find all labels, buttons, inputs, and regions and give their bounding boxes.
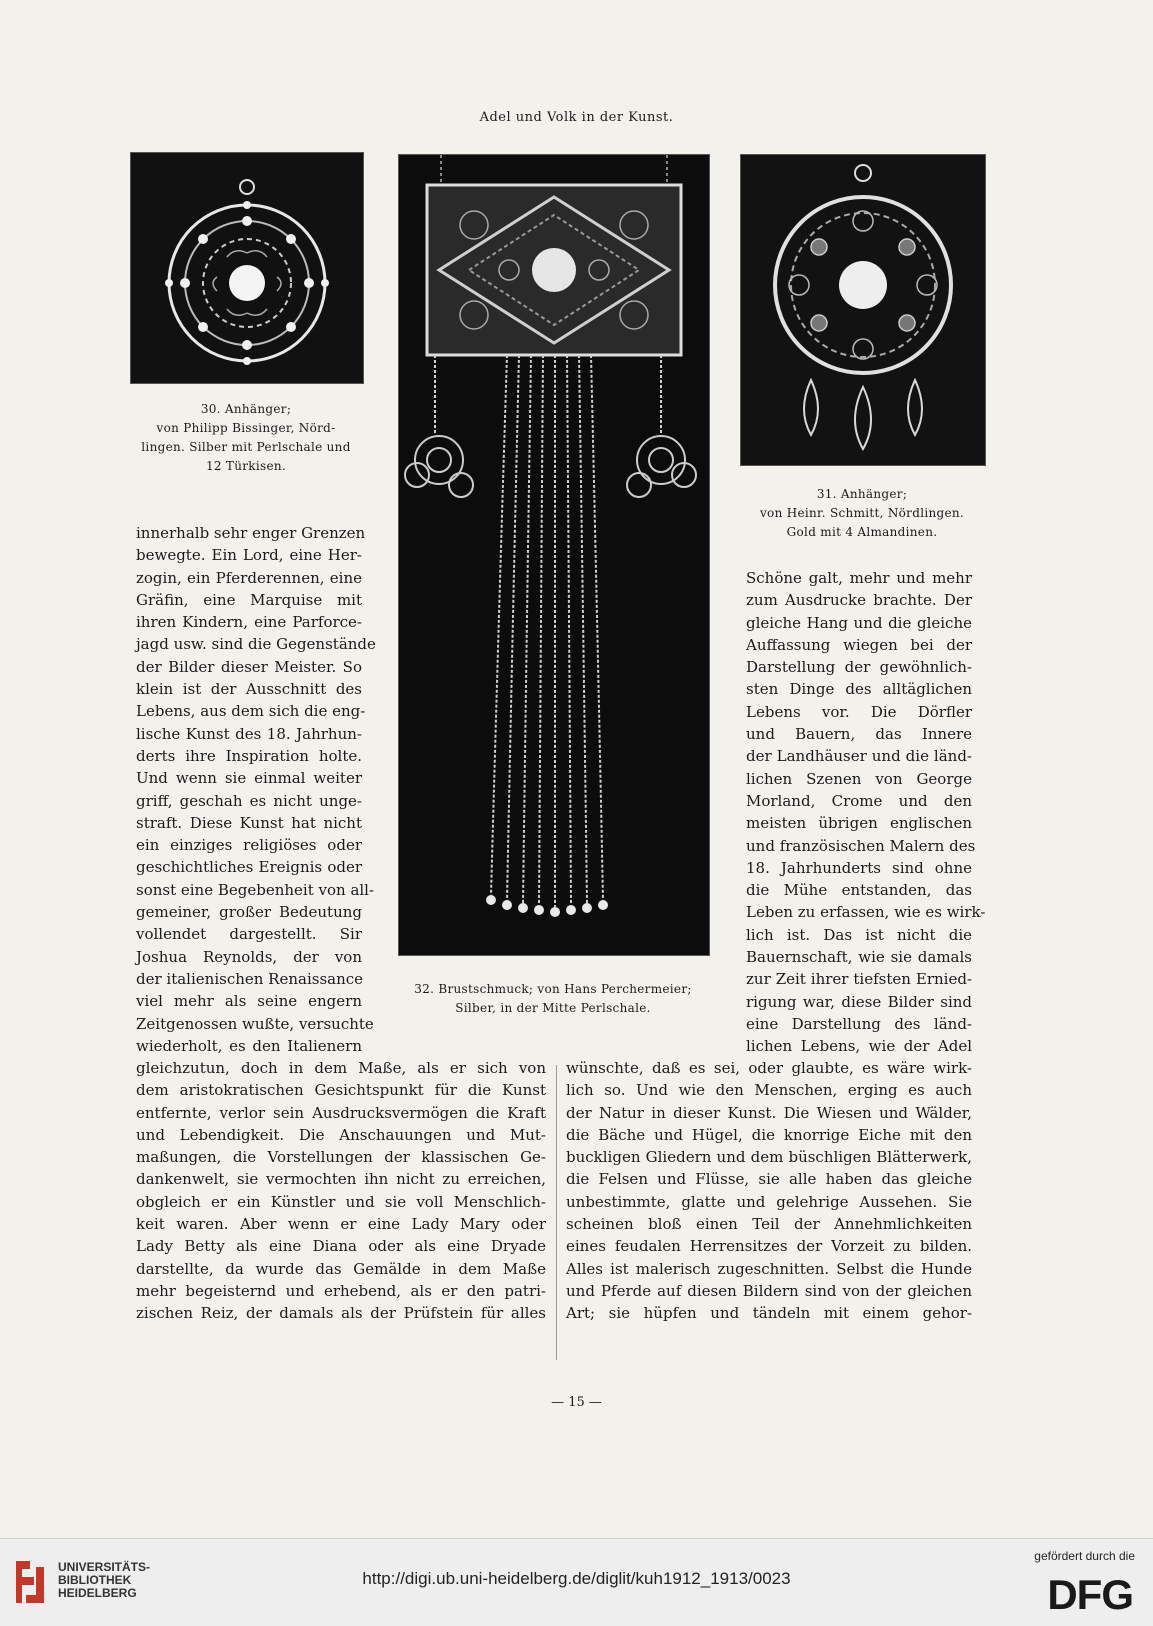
- text-line: sonst eine Begebenheit von all-: [136, 880, 375, 899]
- caption-line: von Heinr. Schmitt, Nördlingen.: [759, 506, 965, 520]
- text-line: der Bilder dieser Meister. So: [136, 657, 362, 676]
- text-line: unbestimmte, glatte und gelehrige Aussehen. Sie: [566, 1192, 972, 1211]
- left-wide-column: [136, 1057, 546, 1325]
- running-head: Adel und Volk in der Kunst.: [479, 110, 674, 125]
- text-line: Morland, Crome und den: [746, 791, 972, 810]
- text-line: dankenwelt, sie vermochten ihn nicht zu erreichen,: [136, 1170, 546, 1189]
- text-line: Auffassung wiegen bei der: [746, 635, 972, 654]
- text-line: 18. Jahrhunderts sind ohne: [746, 858, 972, 877]
- text-line: innerhalb sehr enger Grenzen: [136, 524, 366, 542]
- library-name-line: HEIDELBERG: [58, 1586, 137, 1600]
- funded-by-label: gefördert durch die: [1034, 1549, 1135, 1563]
- permalink-url[interactable]: http://digi.ub.uni-heidelberg.de/diglit/kuh1912_1913/0023: [362, 1569, 791, 1588]
- text-line: viel mehr als seine engern: [136, 992, 362, 1011]
- text-line: jagd usw. sind die Gegenstände: [136, 635, 376, 654]
- caption-line: 12 Türkisen.: [205, 459, 287, 473]
- text-line: ein einziges religiöses oder: [136, 836, 362, 855]
- text-line: Lebens, aus dem sich die eng-: [136, 702, 366, 721]
- text-line: derts ihre Inspiration holte.: [136, 746, 362, 765]
- text-line: Lebens vor. Die Dörfler: [746, 702, 972, 721]
- text-line: Bauernschaft, wie sie damals: [746, 948, 972, 967]
- text-line: Lady Betty als eine Diana oder als eine Dryade: [136, 1237, 546, 1256]
- text-line: und Lebendigkeit. Die Anschauungen und Mut-: [136, 1125, 546, 1144]
- text-line: maßungen, die Vorstellungen der klassischen Ge-: [136, 1148, 546, 1167]
- library-name-line: BIBLIOTHEK: [58, 1573, 132, 1587]
- text-line: Joshua Reynolds, der von: [136, 947, 362, 966]
- text-line: rigung war, diese Bilder sind: [746, 992, 972, 1011]
- figure-31-image: [740, 154, 986, 466]
- caption-line: 30. Anhänger;: [200, 402, 292, 416]
- text-line: Leben zu erfassen, wie es wirk-: [746, 903, 986, 922]
- text-line: griff, geschah es nicht unge-: [136, 791, 362, 810]
- figure-32-image: [398, 154, 710, 956]
- text-line: wünschte, daß es sei, oder glaubte, es wäre wirk-: [566, 1059, 972, 1077]
- text-line: scheinen bloß einen Teil der Annehmlichkeiten: [566, 1215, 972, 1234]
- text-line: darstellte, da wurde das Gemälde in dem Maße: [136, 1259, 546, 1278]
- text-line: zogin, ein Pferderennen, eine: [136, 568, 362, 587]
- left-narrow-column: [136, 522, 376, 1057]
- text-line: vollendet dargestellt. Sir: [136, 925, 362, 944]
- text-line: dem aristokratischen Gesichtspunkt für die Kunst: [136, 1081, 546, 1100]
- text-line: gemeiner, großer Bedeutung: [136, 903, 362, 922]
- text-line: lich ist. Das ist nicht die: [746, 925, 972, 944]
- dfg-logo[interactable]: DFG: [1047, 1571, 1133, 1618]
- text-line: wiederholt, es den Italienern: [136, 1036, 362, 1055]
- caption-line: 31. Anhänger;: [816, 487, 908, 501]
- text-line: Art; sie hüpfen und tändeln mit einem gehor-: [566, 1304, 972, 1323]
- text-line: und französischen Malern des: [746, 836, 976, 855]
- text-line: lich so. Und wie den Menschen, erging es auch: [566, 1081, 972, 1100]
- column-divider: [556, 1065, 557, 1360]
- right-narrow-column: [746, 567, 986, 1058]
- caption-line: Silber, in der Mitte Perlschale.: [455, 1001, 651, 1015]
- digitization-footer: [0, 1538, 1153, 1626]
- text-line: die Felsen und Flüsse, sie alle haben das gleiche: [566, 1170, 972, 1189]
- right-wide-column: [566, 1057, 972, 1325]
- text-line: zur Zeit ihrer tiefsten Ernied-: [746, 970, 972, 989]
- figure-30-image: [130, 152, 364, 384]
- figure-31-caption: [730, 485, 994, 542]
- text-line: buckligen Gliedern und dem büschligen Blätterwerk,: [566, 1148, 972, 1167]
- text-line: mehr begeisternd und erhebend, als er den patri-: [136, 1281, 546, 1300]
- text-line: Darstellung der gewöhnlich-: [746, 658, 972, 677]
- text-line: gleichzutun, doch in dem Maße, als er sich von: [136, 1059, 546, 1077]
- text-line: eine Darstellung des länd-: [746, 1014, 972, 1033]
- caption-line: von Philipp Bissinger, Nörd-: [156, 421, 336, 435]
- text-line: die Mühe entstanden, das: [746, 881, 972, 900]
- text-line: keit waren. Aber wenn er eine Lady Mary oder: [136, 1215, 546, 1234]
- text-line: entfernte, verlor sein Ausdrucksvermögen die Kraft: [136, 1103, 546, 1122]
- text-line: Und wenn sie einmal weiter: [136, 769, 362, 788]
- caption-line: lingen. Silber mit Perlschale und: [141, 440, 351, 454]
- text-line: ihren Kindern, eine Parforce-: [136, 613, 362, 632]
- text-line: und Pferde auf diesen Bildern sind von der gleichen: [566, 1281, 972, 1300]
- text-line: straft. Diese Kunst hat nicht: [136, 813, 362, 832]
- text-line: Gräfin, eine Marquise mit: [136, 590, 362, 609]
- caption-line: 32. Brustschmuck; von Hans Perchermeier;: [414, 982, 692, 996]
- text-line: und Bauern, das Innere: [746, 725, 972, 744]
- breast-ornament-chains-icon: [399, 155, 709, 955]
- caption-line: Gold mit 4 Almandinen.: [786, 525, 938, 539]
- text-line: obgleich er ein Künstler und sie voll Menschlich-: [136, 1192, 546, 1211]
- text-line: der Natur in dieser Kunst. Die Wiesen und Wälder,: [566, 1103, 972, 1122]
- text-line: bewegte. Ein Lord, eine Her-: [136, 546, 362, 565]
- text-line: eines feudalen Herrensitzes der Vorzeit zu bilden.: [566, 1237, 972, 1256]
- text-line: die Bäche und Hügel, die knorrige Eiche mit den: [566, 1125, 972, 1144]
- text-line: sten Dinge des alltäglichen: [746, 680, 972, 699]
- text-line: Alles ist malerisch zugeschnitten. Selbst die Hunde: [566, 1259, 972, 1278]
- pendant-with-drops-icon: [741, 155, 985, 465]
- pendant-round-filigree-icon: [131, 153, 363, 383]
- text-line: geschichtliches Ereignis oder: [136, 858, 362, 877]
- text-line: lichen Lebens, wie der Adel: [746, 1037, 972, 1056]
- library-name-line: UNIVERSITÄTS-: [58, 1560, 151, 1574]
- text-line: klein ist der Ausschnitt des: [136, 680, 362, 699]
- figure-30-caption: [120, 400, 372, 476]
- text-line: meisten übrigen englischen: [746, 814, 972, 833]
- page-number: — 15 —: [551, 1395, 602, 1410]
- text-line: der Landhäuser und die länd-: [746, 747, 972, 766]
- text-line: lichen Szenen von George: [746, 769, 972, 788]
- text-line: zum Ausdrucke brachte. Der: [746, 591, 972, 610]
- text-line: zischen Reiz, der damals als der Prüfstein für alles: [136, 1304, 546, 1323]
- text-line: der italienischen Renaissance: [136, 969, 364, 988]
- text-line: gleiche Hang und die gleiche: [746, 613, 972, 632]
- figure-32-caption: [390, 980, 716, 1018]
- text-line: Zeitgenossen wußte, versuchte: [136, 1014, 374, 1033]
- text-line: lische Kunst des 18. Jahrhun-: [136, 724, 362, 743]
- text-line: Schöne galt, mehr und mehr: [746, 569, 972, 587]
